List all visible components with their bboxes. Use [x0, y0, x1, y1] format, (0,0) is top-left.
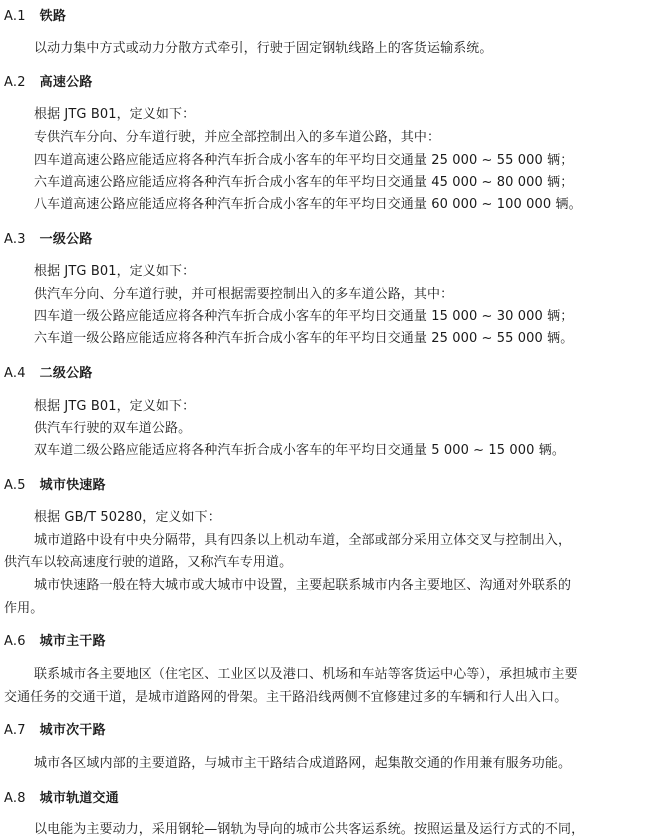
- paragraph-line: 供汽车以较高速度行驶的道路，又称汽车专用道。: [4, 555, 293, 570]
- paragraph-line: 根据 JTG B01，定义如下：: [34, 399, 196, 414]
- section-number: A.6: [4, 634, 26, 649]
- section-heading-a4: [4, 362, 92, 381]
- section-heading-a7: [4, 719, 106, 738]
- section-title: 城市快速路: [39, 478, 106, 493]
- section-heading-a1: [4, 5, 66, 24]
- section-number: A.7: [4, 723, 26, 738]
- section-heading-a8: [4, 787, 119, 806]
- paragraph-line: 四车道一级公路应能适应将各种汽车折合成小客车的年平均日交通量 15 000 ~ 30 000 辆；: [34, 309, 574, 324]
- section-number: A.2: [4, 75, 26, 90]
- paragraph-line: 以电能为主要动力，采用钢轮—钢轨为导向的城市公共客运系统。按照运量及运行方式的不同，: [34, 822, 585, 837]
- section-title: 城市主干路: [39, 634, 106, 649]
- paragraph-line: 双车道二级公路应能适应将各种汽车折合成小客车的年平均日交通量 5 000 ~ 15 000 辆。: [34, 443, 565, 458]
- paragraph-line: 根据 GB/T 50280，定义如下：: [34, 510, 221, 525]
- section-number: A.1: [4, 9, 26, 24]
- paragraph-line: 根据 JTG B01，定义如下：: [34, 264, 196, 279]
- paragraph-line: 八车道高速公路应能适应将各种汽车折合成小客车的年平均日交通量 60 000 ~ 100 000 辆。: [34, 197, 582, 212]
- section-heading-a5: [4, 474, 106, 493]
- section-title: 高速公路: [39, 75, 93, 90]
- paragraph-line: 根据 JTG B01，定义如下：: [34, 107, 196, 122]
- section-title: 一级公路: [39, 232, 93, 247]
- section-number: A.4: [4, 366, 26, 381]
- paragraph-line: 四车道高速公路应能适应将各种汽车折合成小客车的年平均日交通量 25 000 ~ 55 000 辆；: [34, 153, 574, 168]
- section-heading-a6: [4, 630, 106, 649]
- paragraph-line: 六车道一级公路应能适应将各种汽车折合成小客车的年平均日交通量 25 000 ~ 55 000 辆。: [34, 331, 574, 346]
- section-heading-a2: [4, 71, 92, 90]
- section-number: A.8: [4, 791, 26, 806]
- paragraph-line: 专供汽车分向、分车道行驶，并应全部控制出入的多车道公路，其中：: [34, 130, 441, 145]
- paragraph-line: 交通任务的交通干道，是城市道路网的骨架。主干路沿线两侧不宜修建过多的车辆和行人出入口。: [4, 690, 568, 705]
- paragraph-line: 联系城市各主要地区（住宅区、工业区以及港口、机场和车站等客货运中心等），承担城市主要: [34, 667, 578, 682]
- paragraph-line: 城市道路中设有中央分隔带，具有四条以上机动车道，全部或部分采用立体交叉与控制出入，: [34, 533, 572, 548]
- paragraph-line: 城市各区域内部的主要道路，与城市主干路结合成道路网，起集散交通的作用兼有服务功能。: [34, 756, 572, 771]
- section-number: A.5: [4, 478, 26, 493]
- section-number: A.3: [4, 232, 26, 247]
- section-title: 城市次干路: [39, 723, 106, 738]
- section-title: 城市轨道交通: [39, 791, 119, 806]
- paragraph-line: 以动力集中方式或动力分散方式牵引，行驶于固定钢轨线路上的客货运输系统。: [34, 41, 493, 56]
- section-title: 二级公路: [39, 366, 93, 381]
- paragraph-line: 城市快速路一般在特大城市或大城市中设置，主要起联系城市内各主要地区、沟通对外联系的: [34, 578, 572, 593]
- section-title: 铁路: [39, 9, 67, 24]
- paragraph-line: 供汽车分向、分车道行驶，并可根据需要控制出入的多车道公路，其中：: [34, 287, 454, 302]
- section-heading-a3: [4, 228, 92, 247]
- paragraph-line: 六车道高速公路应能适应将各种汽车折合成小客车的年平均日交通量 45 000 ~ 80 000 辆；: [34, 175, 574, 190]
- paragraph-line: 供汽车行驶的双车道公路。: [34, 421, 192, 436]
- paragraph-line: 作用。: [4, 601, 44, 616]
